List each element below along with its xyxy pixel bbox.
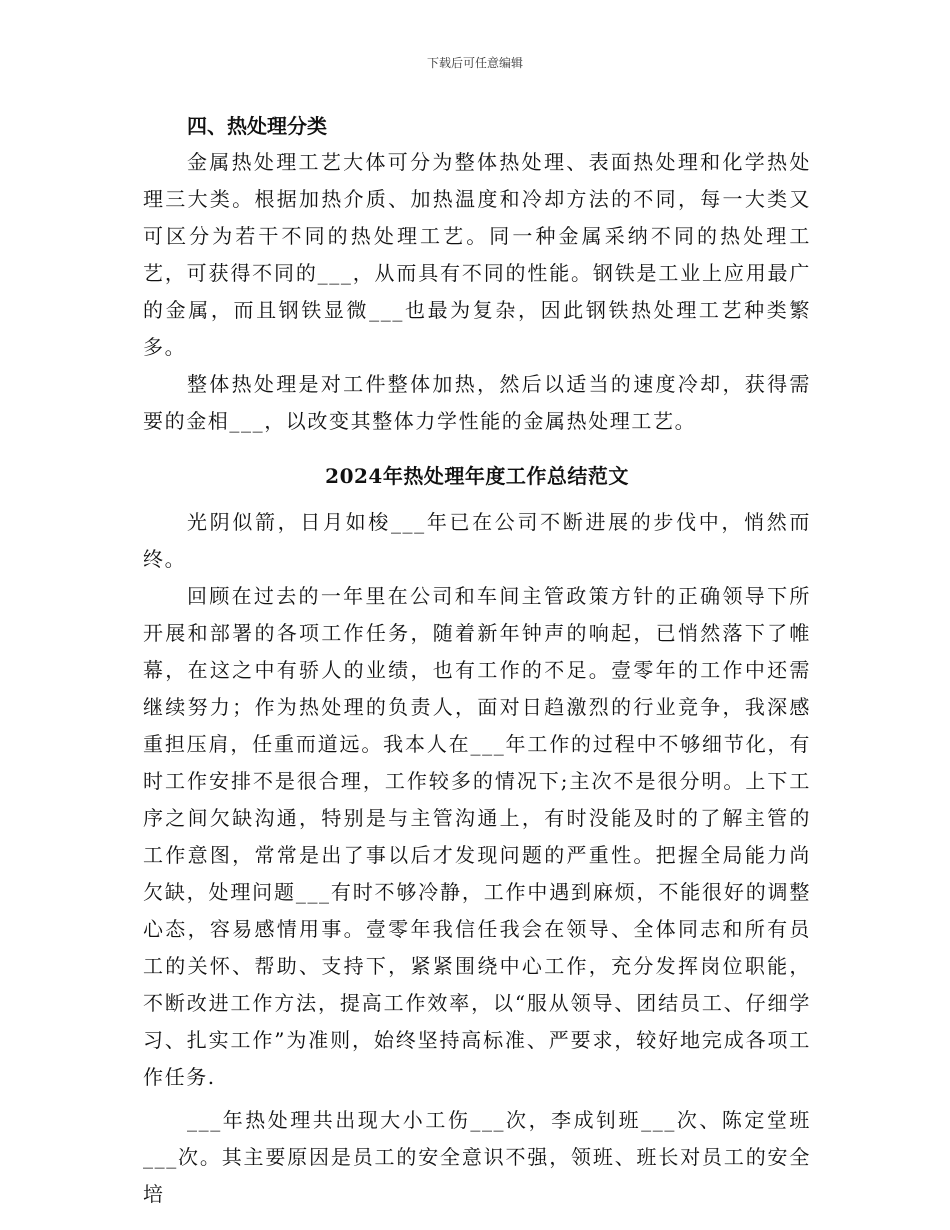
article-paragraph-1: 光阴似箭，日月如梭___年已在公司不断进展的步伐中，悄然而终。 <box>143 510 811 571</box>
article-paragraph-2: 回顾在过去的一年里在公司和车间主管政策方针的正确领导下所开展和部署的各项工作任务，随着新年钟声的响起，已悄然落下了帷幕，在这之中有骄人的业绩，也有工作的不足。壹零年的工作中还需继续努力；作为热处理的负责人，面对日趋激烈的行业竞争，我深感重担压肩，任重而道远。我本人在___年工作的过程中不够细节化，有时工作安排不是很合理，工作较多的情况下;主次不是很分明。上下工序之间欠缺沟通，特别是与主管沟通上，有时没能及时的了解主管的工作意图，常常是出了事以后才发现问题的严重性。把握全局能力尚欠缺，处理问题___有时不够冷静，工作中遇到麻烦，不能很好的调整心态，容易感情用事。壹零年我信任我会在领导、全体同志和所有员工的关怀、帮助、支持下，紧紧围绕中心工作，充分发挥岗位职能，不断改进工作方法，提高工作效率，以“服从领导、团结员工、仔细学习、扎实工作”为准则，始终坚持高标准、严要求，较好地完成各项工作任务. <box>143 584 811 1089</box>
section-paragraph-2: 整体热处理是对工件整体加热，然后以适当的速度冷却，获得需要的金相___，以改变其整体力学性能的金属热处理工艺。 <box>143 372 811 433</box>
page-header: 下载后可任意编辑 <box>426 56 523 70</box>
document-body <box>143 108 811 1213</box>
section-heading: 四、热处理分类 <box>187 114 327 138</box>
article-paragraph-3: ___年热处理共出现大小工伤___次，李成钊班___次、陈定堂班___次。其主要原因是员工的安全意识不强，领班、班长对员工的安全培 <box>143 1108 811 1206</box>
article-title: 2024年热处理年度工作总结范文 <box>325 464 629 488</box>
section-paragraph-1: 金属热处理工艺大体可分为整体热处理、表面热处理和化学热处理三大类。根据加热介质、加热温度和冷却方法的不同，每一大类又可区分为若干不同的热处理工艺。同一种金属采纳不同的热处理工艺，可获得不同的___，从而具有不同的性能。钢铁是工业上应用最广的金属，而且钢铁显微___也最为复杂，因此钢铁热处理工艺种类繁多。 <box>143 150 811 359</box>
